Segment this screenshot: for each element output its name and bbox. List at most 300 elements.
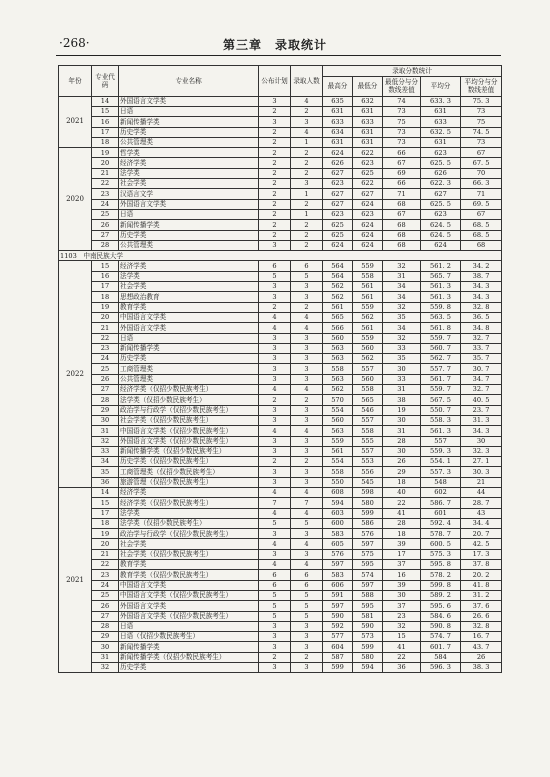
avg-score-cell: 601: [421, 508, 461, 518]
plan-cell: 4: [259, 323, 291, 333]
avg-score-cell: 586. 7: [421, 498, 461, 508]
max-score-cell: 561: [323, 302, 353, 312]
year-cell: 2021: [59, 487, 92, 672]
table-row: [59, 415, 502, 425]
major-name-cell: 日语: [119, 107, 259, 117]
max-score-cell: 627: [323, 168, 353, 178]
max-score-cell: 624: [323, 240, 353, 250]
plan-cell: 2: [259, 148, 291, 158]
major-name-cell: 旅游管理（仅招少数民族考生）: [119, 477, 259, 487]
major-name-cell: 社会学类（仅招少数民族考生）: [119, 415, 259, 425]
major-name-cell: 日语: [119, 333, 259, 343]
avg-diff-cell: 43. 7: [461, 642, 502, 652]
admitted-cell: 3: [291, 292, 323, 302]
min-diff-cell: 33: [383, 343, 421, 353]
min-score-cell: 597: [353, 580, 383, 590]
major-code-cell: 22: [92, 333, 119, 343]
min-score-cell: 624: [353, 199, 383, 209]
avg-score-cell: 622. 3: [421, 179, 461, 189]
avg-score-cell: 578. 2: [421, 570, 461, 580]
min-score-cell: 562: [353, 312, 383, 322]
admitted-cell: 2: [291, 148, 323, 158]
max-score-cell: 562: [323, 292, 353, 302]
major-code-cell: 31: [92, 426, 119, 436]
min-diff-cell: 37: [383, 560, 421, 570]
max-score-cell: 635: [323, 96, 353, 106]
avg-diff-cell: 27. 1: [461, 457, 502, 467]
table-row: [59, 385, 502, 395]
max-score-cell: 564: [323, 261, 353, 271]
table-row: [59, 570, 502, 580]
min-diff-cell: 34: [383, 282, 421, 292]
plan-cell: 2: [259, 652, 291, 662]
plan-cell: 5: [259, 271, 291, 281]
min-diff-cell: 32: [383, 302, 421, 312]
avg-score-cell: 631: [421, 107, 461, 117]
table-row: [59, 189, 502, 199]
min-score-cell: 595: [353, 601, 383, 611]
avg-score-cell: 632. 5: [421, 127, 461, 137]
major-code-cell: 18: [92, 292, 119, 302]
admitted-cell: 5: [291, 518, 323, 528]
max-score-cell: 566: [323, 323, 353, 333]
min-score-cell: 557: [353, 446, 383, 456]
admitted-cell: 5: [291, 601, 323, 611]
avg-diff-cell: 30. 7: [461, 364, 502, 374]
max-score-cell: 600: [323, 518, 353, 528]
min-diff-cell: 40: [383, 487, 421, 497]
major-name-cell: 公共管理类: [119, 374, 259, 384]
max-score-cell: 587: [323, 652, 353, 662]
major-code-cell: 24: [92, 199, 119, 209]
min-score-cell: 558: [353, 271, 383, 281]
table-row: [59, 395, 502, 405]
col-header-major-name: 专业名称: [119, 66, 259, 97]
max-score-cell: 562: [323, 385, 353, 395]
avg-score-cell: 624: [421, 240, 461, 250]
major-name-cell: 外国语言文学类: [119, 323, 259, 333]
min-score-cell: 546: [353, 405, 383, 415]
plan-cell: 3: [259, 477, 291, 487]
plan-cell: 4: [259, 539, 291, 549]
min-score-cell: 623: [353, 209, 383, 219]
avg-diff-cell: 26. 6: [461, 611, 502, 621]
plan-cell: 3: [259, 446, 291, 456]
max-score-cell: 563: [323, 354, 353, 364]
col-header-avg: 平均分: [421, 77, 461, 96]
major-code-cell: 21: [92, 549, 119, 559]
admitted-cell: 3: [291, 354, 323, 364]
plan-cell: 2: [259, 209, 291, 219]
min-score-cell: 561: [353, 282, 383, 292]
min-score-cell: 558: [353, 426, 383, 436]
avg-score-cell: 559. 3: [421, 446, 461, 456]
avg-diff-cell: 31. 3: [461, 415, 502, 425]
table-row: [59, 292, 502, 302]
min-diff-cell: 17: [383, 549, 421, 559]
major-name-cell: 工商管理类（仅招少数民族考生）: [119, 467, 259, 477]
avg-score-cell: 624. 5: [421, 230, 461, 240]
major-name-cell: 社会学类: [119, 282, 259, 292]
avg-score-cell: 559. 7: [421, 385, 461, 395]
table-row: [59, 405, 502, 415]
table-row: [59, 148, 502, 158]
max-score-cell: 577: [323, 632, 353, 642]
admitted-cell: 3: [291, 415, 323, 425]
major-name-cell: 教育学类: [119, 560, 259, 570]
major-code-cell: 25: [92, 364, 119, 374]
major-code-cell: 25: [92, 590, 119, 600]
avg-score-cell: 595. 6: [421, 601, 461, 611]
major-code-cell: 26: [92, 374, 119, 384]
avg-score-cell: 559. 7: [421, 333, 461, 343]
major-name-cell: 日语（仅招少数民族考生）: [119, 632, 259, 642]
major-code-cell: 17: [92, 127, 119, 137]
major-name-cell: 经济学类: [119, 261, 259, 271]
table-row: [59, 374, 502, 384]
max-score-cell: 561: [323, 446, 353, 456]
avg-score-cell: 590. 8: [421, 621, 461, 631]
major-code-cell: 15: [92, 107, 119, 117]
min-score-cell: 623: [353, 158, 383, 168]
avg-score-cell: 561. 8: [421, 323, 461, 333]
admitted-cell: 1: [291, 137, 323, 147]
major-code-cell: 22: [92, 560, 119, 570]
avg-score-cell: 557: [421, 436, 461, 446]
major-code-cell: 25: [92, 209, 119, 219]
min-score-cell: 558: [353, 385, 383, 395]
plan-cell: 4: [259, 487, 291, 497]
major-code-cell: 30: [92, 642, 119, 652]
table-row: [59, 343, 502, 353]
min-diff-cell: 66: [383, 179, 421, 189]
col-header-admitted: 录取人数: [291, 66, 323, 97]
header-rule: [56, 55, 501, 56]
table-row: [59, 487, 502, 497]
avg-score-cell: 626: [421, 168, 461, 178]
admitted-cell: 2: [291, 230, 323, 240]
plan-cell: 4: [259, 508, 291, 518]
admitted-cell: 2: [291, 395, 323, 405]
max-score-cell: 626: [323, 158, 353, 168]
admitted-cell: 2: [291, 158, 323, 168]
table-row: [59, 117, 502, 127]
min-diff-cell: 30: [383, 446, 421, 456]
admitted-cell: 3: [291, 477, 323, 487]
min-diff-cell: 30: [383, 415, 421, 425]
avg-score-cell: 561. 3: [421, 426, 461, 436]
avg-score-cell: 623: [421, 148, 461, 158]
chapter-title: 第三章 录取统计: [222, 38, 327, 52]
plan-cell: 2: [259, 220, 291, 230]
major-code-cell: 20: [92, 158, 119, 168]
max-score-cell: 570: [323, 395, 353, 405]
avg-diff-cell: 34. 8: [461, 323, 502, 333]
min-score-cell: 561: [353, 292, 383, 302]
avg-diff-cell: 42. 5: [461, 539, 502, 549]
col-header-major-code: 专业代码: [92, 66, 119, 97]
avg-score-cell: 584: [421, 652, 461, 662]
min-score-cell: 545: [353, 477, 383, 487]
avg-score-cell: 578. 7: [421, 529, 461, 539]
major-name-cell: 历史学类（仅招少数民族考生）: [119, 457, 259, 467]
plan-cell: 5: [259, 590, 291, 600]
major-code-cell: 15: [92, 261, 119, 271]
major-name-cell: 政治学与行政学（仅招少数民族考生）: [119, 529, 259, 539]
plan-cell: 3: [259, 467, 291, 477]
plan-cell: 2: [259, 189, 291, 199]
major-name-cell: 工商管理类: [119, 364, 259, 374]
table-row: [59, 621, 502, 631]
min-score-cell: 580: [353, 652, 383, 662]
avg-diff-cell: 20. 2: [461, 570, 502, 580]
admitted-cell: 4: [291, 426, 323, 436]
table-row: [59, 539, 502, 549]
major-code-cell: 36: [92, 477, 119, 487]
major-name-cell: 外国语言文学类（仅招少数民族考生）: [119, 611, 259, 621]
major-code-cell: 19: [92, 148, 119, 158]
max-score-cell: 633: [323, 117, 353, 127]
avg-diff-cell: 75. 3: [461, 96, 502, 106]
min-score-cell: 580: [353, 498, 383, 508]
plan-cell: 3: [259, 621, 291, 631]
major-name-cell: 法学类: [119, 508, 259, 518]
max-score-cell: 627: [323, 199, 353, 209]
max-score-cell: 558: [323, 467, 353, 477]
plan-cell: 3: [259, 292, 291, 302]
admitted-cell: 4: [291, 508, 323, 518]
min-diff-cell: 15: [383, 632, 421, 642]
plan-cell: 2: [259, 302, 291, 312]
plan-cell: 3: [259, 333, 291, 343]
min-diff-cell: 32: [383, 333, 421, 343]
min-diff-cell: 32: [383, 261, 421, 271]
avg-score-cell: 575. 3: [421, 549, 461, 559]
major-code-cell: 18: [92, 518, 119, 528]
col-header-score-group: 录取分数统计: [323, 66, 502, 77]
max-score-cell: 583: [323, 529, 353, 539]
avg-score-cell: 624. 5: [421, 220, 461, 230]
university-name: 1103 中南民族大学: [59, 251, 502, 261]
major-code-cell: 20: [92, 539, 119, 549]
major-name-cell: 外国语言文学类: [119, 199, 259, 209]
min-score-cell: 574: [353, 570, 383, 580]
min-diff-cell: 75: [383, 117, 421, 127]
major-name-cell: 法学类（仅招少数民族考生）: [119, 395, 259, 405]
max-score-cell: 631: [323, 107, 353, 117]
min-score-cell: 633: [353, 117, 383, 127]
page-header: [0, 0, 550, 58]
min-diff-cell: 71: [383, 189, 421, 199]
major-name-cell: 外国语言文学类: [119, 601, 259, 611]
major-code-cell: 26: [92, 220, 119, 230]
min-score-cell: 624: [353, 220, 383, 230]
plan-cell: 2: [259, 199, 291, 209]
max-score-cell: 590: [323, 611, 353, 621]
min-score-cell: 576: [353, 529, 383, 539]
major-code-cell: 14: [92, 487, 119, 497]
plan-cell: 3: [259, 343, 291, 353]
major-name-cell: 经济学类（仅招少数民族考生）: [119, 498, 259, 508]
min-diff-cell: 35: [383, 312, 421, 322]
min-diff-cell: 38: [383, 395, 421, 405]
avg-diff-cell: 74. 5: [461, 127, 502, 137]
min-diff-cell: 37: [383, 601, 421, 611]
major-name-cell: 历史学类: [119, 663, 259, 673]
avg-score-cell: 548: [421, 477, 461, 487]
avg-diff-cell: 40. 5: [461, 395, 502, 405]
major-code-cell: 17: [92, 508, 119, 518]
table-row: [59, 611, 502, 621]
avg-diff-cell: 35. 7: [461, 354, 502, 364]
avg-score-cell: 560. 7: [421, 343, 461, 353]
avg-diff-cell: 68: [461, 240, 502, 250]
avg-score-cell: 559. 8: [421, 302, 461, 312]
table-row: [59, 518, 502, 528]
major-name-cell: 历史学类: [119, 127, 259, 137]
admitted-cell: 3: [291, 282, 323, 292]
plan-cell: 3: [259, 415, 291, 425]
table-row: [59, 426, 502, 436]
plan-cell: 7: [259, 498, 291, 508]
plan-cell: 5: [259, 518, 291, 528]
table-row: [59, 477, 502, 487]
avg-diff-cell: 33. 7: [461, 343, 502, 353]
table-row: [59, 271, 502, 281]
major-code-cell: 23: [92, 343, 119, 353]
admitted-cell: 5: [291, 611, 323, 621]
major-code-cell: 16: [92, 271, 119, 281]
avg-diff-cell: 68. 5: [461, 230, 502, 240]
max-score-cell: 605: [323, 539, 353, 549]
min-score-cell: 632: [353, 96, 383, 106]
avg-diff-cell: 68. 5: [461, 220, 502, 230]
plan-cell: 3: [259, 405, 291, 415]
admitted-cell: 3: [291, 549, 323, 559]
table-row: [59, 467, 502, 477]
table-row: [59, 436, 502, 446]
min-diff-cell: 73: [383, 137, 421, 147]
max-score-cell: 631: [323, 137, 353, 147]
major-code-cell: 18: [92, 137, 119, 147]
major-code-cell: 24: [92, 580, 119, 590]
min-diff-cell: 73: [383, 127, 421, 137]
table-row: [59, 323, 502, 333]
min-diff-cell: 66: [383, 148, 421, 158]
avg-score-cell: 562. 7: [421, 354, 461, 364]
major-name-cell: 社会学类（仅招少数民族考生）: [119, 549, 259, 559]
avg-diff-cell: 43: [461, 508, 502, 518]
table-row: [59, 663, 502, 673]
plan-cell: 3: [259, 436, 291, 446]
table-row: [59, 652, 502, 662]
table-row: [59, 302, 502, 312]
major-name-cell: 公共管理类: [119, 137, 259, 147]
major-code-cell: 28: [92, 621, 119, 631]
min-score-cell: 553: [353, 457, 383, 467]
max-score-cell: 562: [323, 282, 353, 292]
avg-score-cell: 589. 2: [421, 590, 461, 600]
min-score-cell: 624: [353, 240, 383, 250]
max-score-cell: 554: [323, 457, 353, 467]
min-diff-cell: 68: [383, 199, 421, 209]
max-score-cell: 604: [323, 642, 353, 652]
min-diff-cell: 18: [383, 529, 421, 539]
plan-cell: 2: [259, 230, 291, 240]
major-name-cell: 经济学类（仅招少数民族考生）: [119, 385, 259, 395]
avg-diff-cell: 32. 8: [461, 302, 502, 312]
avg-score-cell: 550. 7: [421, 405, 461, 415]
avg-diff-cell: 34. 2: [461, 261, 502, 271]
max-score-cell: 627: [323, 189, 353, 199]
avg-score-cell: 563. 5: [421, 312, 461, 322]
major-name-cell: 哲学类: [119, 148, 259, 158]
major-code-cell: 19: [92, 529, 119, 539]
avg-diff-cell: 21: [461, 477, 502, 487]
avg-score-cell: 595. 8: [421, 560, 461, 570]
avg-score-cell: 558. 3: [421, 415, 461, 425]
avg-diff-cell: 37. 6: [461, 601, 502, 611]
min-diff-cell: 18: [383, 477, 421, 487]
major-name-cell: 社会学类: [119, 539, 259, 549]
avg-score-cell: 584. 6: [421, 611, 461, 621]
admitted-cell: 2: [291, 168, 323, 178]
major-code-cell: 28: [92, 240, 119, 250]
min-score-cell: 599: [353, 642, 383, 652]
year-cell: 2020: [59, 148, 92, 251]
avg-diff-cell: 41. 8: [461, 580, 502, 590]
admitted-cell: 3: [291, 446, 323, 456]
admitted-cell: 3: [291, 405, 323, 415]
major-code-cell: 19: [92, 302, 119, 312]
max-score-cell: 563: [323, 374, 353, 384]
major-code-cell: 32: [92, 436, 119, 446]
min-score-cell: 561: [353, 323, 383, 333]
avg-score-cell: 561. 7: [421, 374, 461, 384]
plan-cell: 3: [259, 374, 291, 384]
avg-score-cell: 599. 8: [421, 580, 461, 590]
min-diff-cell: 36: [383, 663, 421, 673]
avg-diff-cell: 34. 3: [461, 426, 502, 436]
admitted-cell: 3: [291, 374, 323, 384]
page-number: ·268·: [59, 36, 90, 50]
plan-cell: 3: [259, 282, 291, 292]
avg-diff-cell: 38. 3: [461, 663, 502, 673]
admitted-cell: 4: [291, 385, 323, 395]
avg-score-cell: 561. 2: [421, 261, 461, 271]
min-diff-cell: 68: [383, 240, 421, 250]
plan-cell: 4: [259, 312, 291, 322]
avg-score-cell: 592. 4: [421, 518, 461, 528]
avg-diff-cell: 17. 3: [461, 549, 502, 559]
major-name-cell: 社会学类: [119, 179, 259, 189]
major-name-cell: 外国语言文学类（仅招少数民族考生）: [119, 436, 259, 446]
table-row: [59, 220, 502, 230]
table-row: [59, 107, 502, 117]
table-row: [59, 529, 502, 539]
table-row: [59, 580, 502, 590]
min-score-cell: 625: [353, 168, 383, 178]
major-name-cell: 新闻传播学类: [119, 343, 259, 353]
avg-score-cell: 623: [421, 209, 461, 219]
table-row: [59, 199, 502, 209]
major-code-cell: 21: [92, 323, 119, 333]
plan-cell: 2: [259, 179, 291, 189]
col-header-year: 年份: [59, 66, 92, 97]
max-score-cell: 592: [323, 621, 353, 631]
avg-diff-cell: 32. 8: [461, 621, 502, 631]
major-name-cell: 新闻传播学类: [119, 642, 259, 652]
